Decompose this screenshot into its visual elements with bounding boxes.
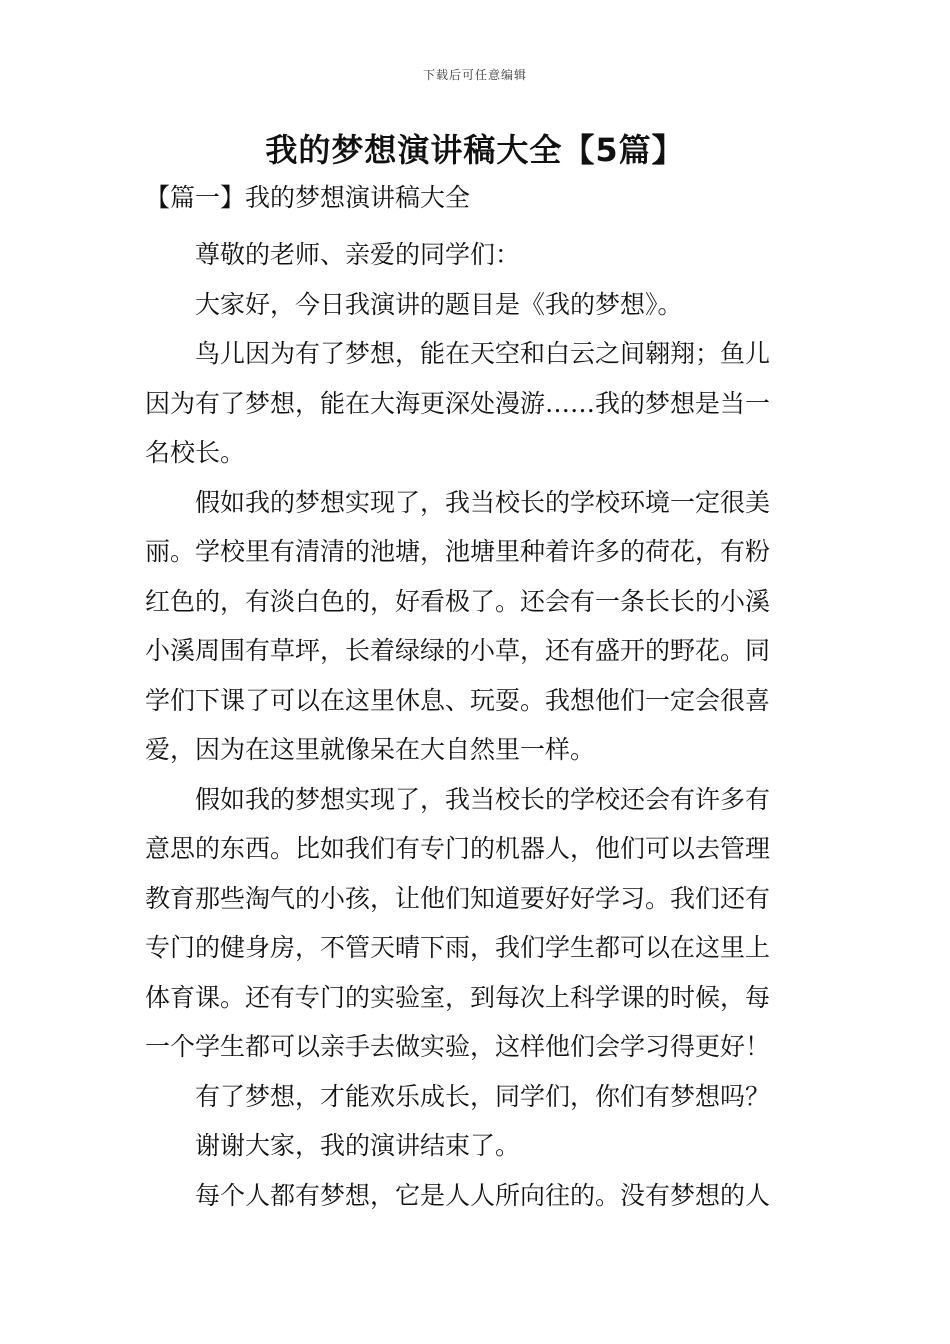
section-heading: 【篇一】我的梦想演讲稿大全 [145, 183, 471, 212]
paragraph-next-speech: 每个人都有梦想，它是人人所向往的。没有梦想的人 [195, 1180, 771, 1210]
header-note: 下载后可任意编辑 [422, 68, 527, 82]
paragraph-school-environment: 假如我的梦想实现了，我当校长的学校环境一定很美 丽。学校里有清清的池塘，池塘里种着许多的荷花，有粉 红色的，有淡白色的，好看极了。还会有一条长长的小溪 小溪周围有草坪，长着绿绿的小草，还有盛开的野花。同 学们下课了可以在这里休息、玩耍。我想他们一定会很喜 爱，因为在这里就像呆在大自然里一样。 [145, 487, 771, 764]
document-title: 我的梦想演讲稿大全【5篇】 [265, 131, 685, 169]
paragraph-school-facilities: 假如我的梦想实现了，我当校长的学校还会有许多有 意思的东西。比如我们有专门的机器人，他们可以去管理 教育那些淘气的小孩，让他们知道要好好学习。我们还有 专门的健身房，不管天晴下雨，我们学生都可以在这里上 体育课。还有专门的实验室，到每次上科学课的时候，每 一个学生都可以亲手去做实验，这样他们会学习得更好！ [145, 784, 771, 1061]
paragraph-salutation: 尊敬的老师、亲爱的同学们： [195, 240, 521, 269]
paragraph-greeting: 大家好，今日我演讲的题目是《我的梦想》。 [195, 289, 683, 319]
paragraph-question: 有了梦想，才能欢乐成长，同学们，你们有梦想吗？ [195, 1081, 771, 1111]
document-body [145, 230, 810, 1220]
paragraph-dream-intro: 鸟儿因为有了梦想，能在天空和白云之间翱翔；鱼儿 因为有了梦想，能在大海更深处漫游……我的梦想是当一 名校长。 [145, 339, 771, 467]
paragraph-closing: 谢谢大家，我的演讲结束了。 [195, 1131, 521, 1160]
